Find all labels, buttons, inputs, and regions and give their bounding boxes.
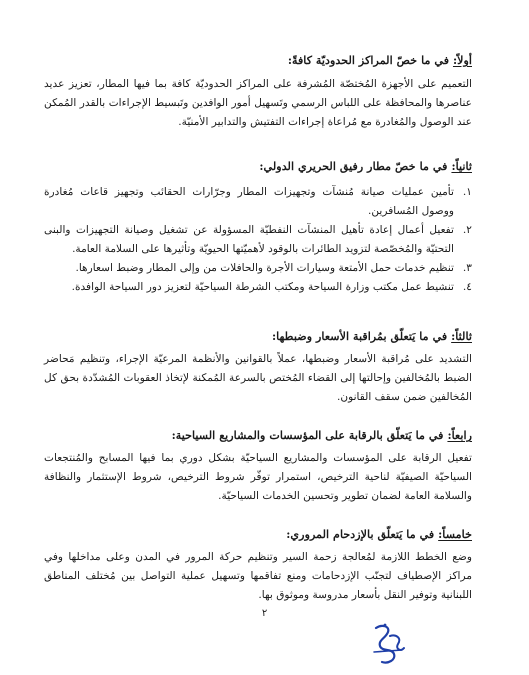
section-heading — [44, 427, 472, 443]
section-marker: أولاً: — [452, 53, 472, 67]
section-heading — [44, 52, 472, 68]
section-body: التعميم على الأجهزة المُختصّة المُشرفة على المراكز الحدوديّة كافة بما فيها المطار، تعزيز عديد عناصرها والمحافظة على اللباس الرسمي وتَسهيل أمور الوافدين وتَبسيط الإجراءات بالقدر المُمكن عند الوصول والمُغادرة مع مُراعاة إجراءات التفتيش والتدابير الأمنيّة. — [44, 78, 472, 128]
section-heading — [44, 158, 472, 174]
numbered-list — [44, 183, 472, 297]
section-marker: ثالثاً: — [451, 329, 472, 343]
list-item-number: ٢. — [462, 224, 472, 236]
section-marker: خامساً: — [438, 527, 472, 541]
list-item-text: تنظيم خدمات حمل الأمتعة وسيارات الأجرة والحافلات من وإلى المطار وضبط اسعارها. — [75, 262, 454, 274]
list-item — [44, 259, 472, 278]
list-item-text: تفعيل أعمال إعادة تأهيل المنشآت النفطيّة المسؤولة عن تشغيل وصيانة التجهيزات والبنى التحتيّة والمُخصّصة لتزويد الطائرات بالوقود لأهميّتها الحيويّة وتأثيرها على السلامة العامة. — [44, 224, 454, 255]
signature-image — [368, 622, 408, 666]
list-item — [44, 221, 472, 259]
section-3 — [44, 328, 472, 407]
list-item-text: تنشيط عمل مكتب وزارة السياحة ومكتب الشرطة السياحيّة لتعزيز دور السياحة الوافدة. — [71, 281, 454, 293]
section-5 — [44, 526, 472, 605]
list-item-number: ٣. — [462, 262, 472, 274]
section-1 — [44, 52, 472, 132]
section-body: وضع الخطط اللازمة لمُعالجة زحمة السير وتنظيم حركة المرور في المدن وعلى مداخلها وفي مراكز الإصطياف لتجنّب الإزدحامات ومنع تفاقمها وتسهيل عملية التواصل بين مُختلف المناطق اللبنانية وتوفير النقل بأسعار مدروسة وموثوق بها. — [44, 551, 472, 601]
list-item — [44, 183, 472, 221]
section-2 — [44, 158, 472, 297]
section-4 — [44, 427, 472, 506]
section-title: في ما خصّ مطار رفيق الحريري الدولي: — [259, 159, 452, 173]
section-marker: ثانياً: — [451, 159, 472, 173]
section-heading — [44, 526, 472, 542]
section-heading — [44, 328, 472, 344]
list-item-number: ٤. — [462, 281, 472, 293]
section-title: في ما يَتعلّق بالإزدحام المروري: — [286, 527, 439, 541]
page-number: ٢ — [261, 608, 268, 619]
list-item-text: تأمين عمليات صيانة مُنشآت وتجهيزات المطار وجرّارات الحقائب وتجهيز قاعات مُغادرة ووصول المُسافرين. — [44, 186, 454, 217]
list-item — [44, 278, 472, 297]
section-title: في ما يَتعلّق بالرقابة على المؤسسات والمشاريع السياحية: — [171, 428, 448, 442]
section-body: التشديد على مُراقبة الأسعار وضبطها، عملاً بالقوانين والأنظمة المرعيّة الإجراء، وتنظيم مَحاضر الضبط بالمُخالفين وإحالتها إلى القضاء المُختص بالسرعة المُمكنة لإتخاذ العقوبات المُشدّدة بحق كل المُخالفين ضمن سقف القانون. — [44, 353, 472, 403]
section-title: في ما يَتعلّق بمُراقبة الأسعار وضبطها: — [271, 329, 452, 343]
section-body: تفعيل الرقابة على المؤسسات والمشاريع السياحيّة بشكل دوري بما فيها المسابح والمُنتجعات السياحيّة الصيفيّة لناحية الترخيص، استمرار توفّر شروط الترخيص، شروط الإستثمار والنظافة والسلامة العامة لضمان تطوير وتحسين الخدمات السياحيّة. — [44, 452, 472, 502]
list-item-number: ١. — [462, 186, 472, 198]
section-marker: رابعاً: — [447, 428, 472, 442]
section-title: في ما خصّ المراكز الحدوديّة كافةً: — [287, 53, 453, 67]
